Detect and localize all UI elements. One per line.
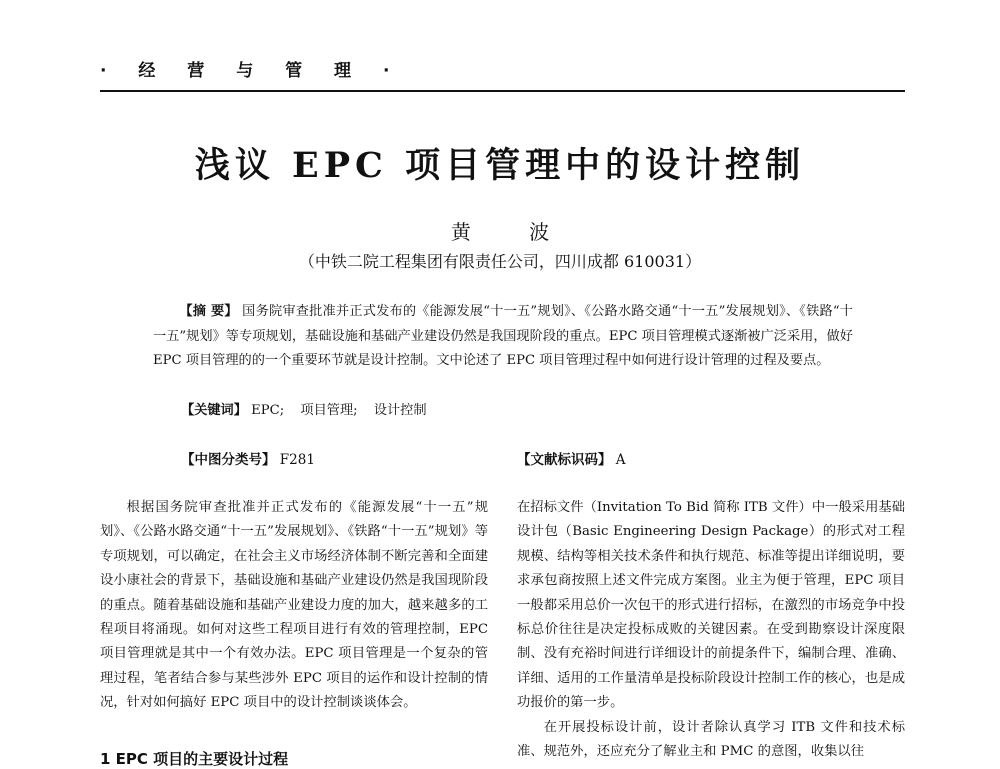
left-column — [100, 496, 488, 716]
right-column — [517, 496, 905, 764]
clc-label: 【中图分类号】 — [181, 452, 276, 468]
body-paragraph: 在招标文件（Invitation To Bid 简称 ITB 文件）中一般采用基础设计包（Basic Engineering Design Package）的形式对工程规模、结构等相关技术条件和执行规范、标准等提出详细说明，要求承包商按照上述文件完成方案图。业主为便于管理，EPC 项目一般都采用总价一次包干的形式进行招标，在激烈的市场竞争中投标总价往往是决定投标成败的关键因素。在受到勘察设计深度限制、没有充裕时间进行详细设计的前提条件下，编制合理、准确、详细、适用的工作量清单是投标阶段设计控制工作的核心，也是成功报价的第一步。 — [517, 500, 905, 711]
article-title: 浅议 EPC 项目管理中的设计控制 — [194, 145, 806, 186]
clc-value: F281 — [279, 452, 315, 468]
clc-number — [181, 449, 315, 471]
abstract-label: 【摘 要】 — [179, 304, 238, 319]
keyword: 项目管理; — [300, 403, 358, 418]
abstract-text: 国务院审查批准并正式发布的《能源发展“十一五”规划》、《公路水路交通“十一五”发展规划》、《铁路“十一五”规划》等专项规划，基础设施和基础产业建设仍然是我国现阶段的重点。EPC 项目管理模式逐渐被广泛采用，做好 EPC 项目管理的的一个重要环节就是设计控制。文中论述了 EPC 项目管理过程中如何进行设计管理的过程及要点。 — [153, 304, 853, 368]
keywords — [181, 399, 781, 423]
keyword: EPC; — [251, 403, 285, 418]
body-paragraph: 在开展投标设计前，设计者除认真学习 ITB 文件和技术标准、规范外，还应充分了解业主和 PMC 的意图，收集以往 — [517, 719, 905, 760]
keywords-label: 【关键词】 — [181, 403, 247, 418]
body-paragraph: 根据国务院审查批准并正式发布的《能源发展“十一五”规划》、《公路水路交通“十一五”发展规划》、《铁路“十一五”规划》等专项规划，可以确定，在社会主义市场经济体制不断完善和全面建设小康社会的背景下，基础设施和基础产业建设仍然是我国现阶段的重点。随着基础设施和基础产业建设力度的加大，越来越多的工程项目将涌现。如何对这些工程项目进行有效的管理控制，EPC 项目管理就是其中一个有效办法。EPC 项目管理是一个复杂的管理过程，笔者结合参与某些涉外 EPC 项目的运作和设计控制的情况，针对如何搞好 EPC 项目中的设计控制谈谈体会。 — [100, 500, 488, 711]
document-code — [517, 449, 626, 471]
section-heading: 1 EPC 项目的主要设计过程 — [100, 750, 289, 768]
author-name: 黄 波 — [450, 220, 576, 244]
doc-code-label: 【文献标识码】 — [517, 452, 612, 468]
abstract — [153, 300, 853, 374]
header-rule — [100, 90, 905, 92]
doc-code-value: A — [615, 452, 626, 468]
author-affiliation: （中铁二院工程集团有限责任公司，四川成都 610031） — [298, 252, 702, 271]
section-tag: · 经 营 与 管 理 · — [100, 61, 403, 81]
keyword: 设计控制 — [373, 403, 427, 418]
